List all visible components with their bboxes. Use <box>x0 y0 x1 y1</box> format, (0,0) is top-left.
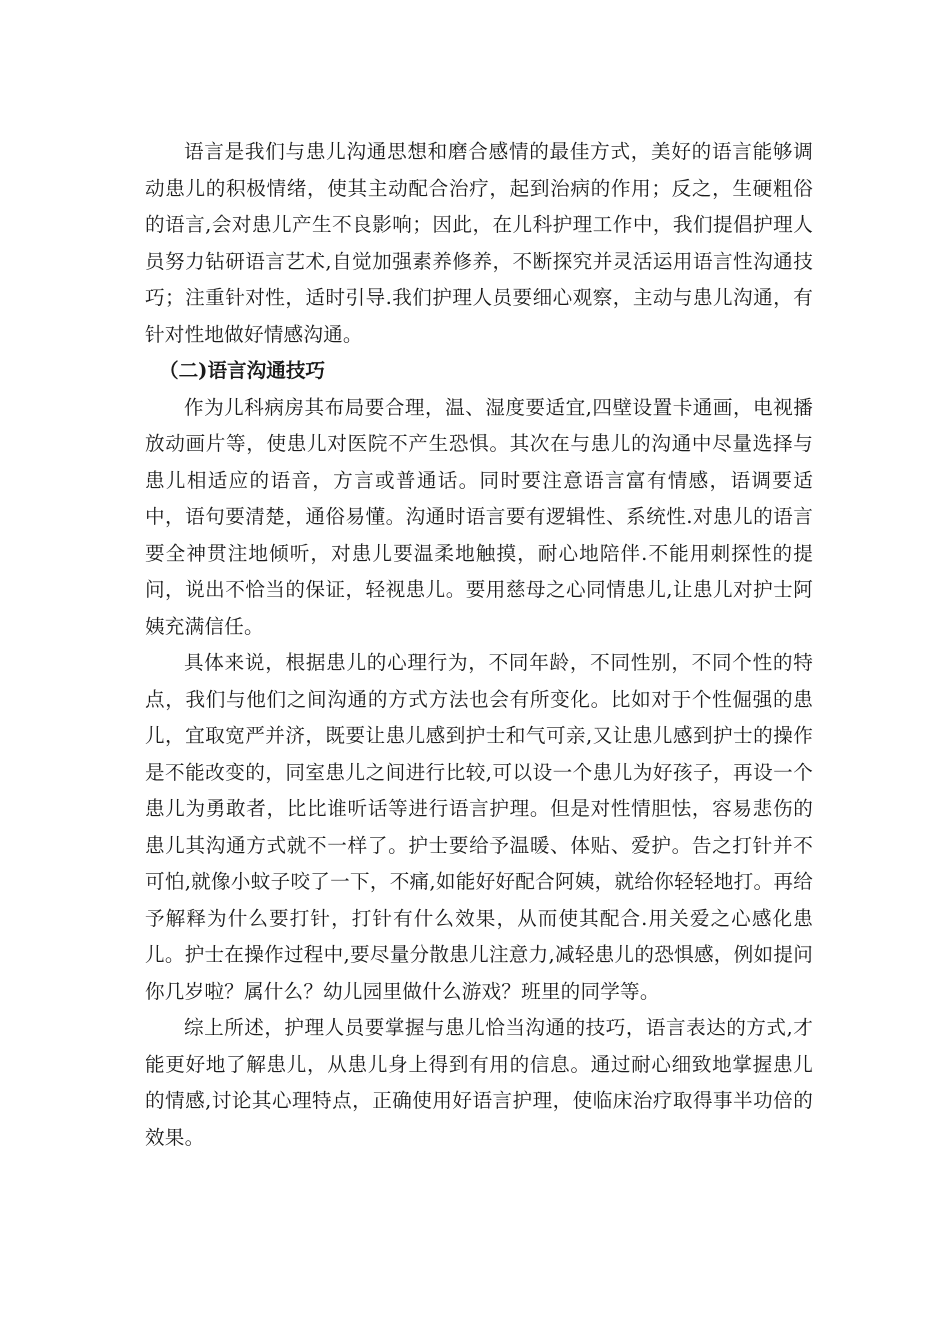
paragraph-4: 综上所述，护理人员要掌握与患儿恰当沟通的技巧，语言表达的方式,才能更好地了解患儿，从患儿身上得到有用的信息。通过耐心细致地掌握患儿的情感,讨论其心理特点，正确使用好语言护理，使临床治疗取得事半功倍的效果。 <box>145 1016 813 1149</box>
paragraph-1: 语言是我们与患儿沟通思想和磨合感情的最佳方式，美好的语言能够调动患儿的积极情绪，使其主动配合治疗，起到治病的作用；反之，生硬粗俗的语言,会对患儿产生不良影响；因此，在儿科护理工作中，我们提倡护理人员努力钻研语言艺术,自觉加强素养修养，不断探究并灵活运用语言性沟通技巧；注重针对性，适时引导.我们护理人员要细心观察，主动与患儿沟通，有针对性地做好情感沟通。 <box>145 140 813 346</box>
document-body <box>145 134 813 1156</box>
paragraph-3: 具体来说，根据患儿的心理行为，不同年龄，不同性别，不同个性的特点，我们与他们之间沟通的方式方法也会有所变化。比如对于个性倔强的患儿，宜取宽严并济，既要让患儿感到护士和气可亲,又让患儿感到护士的操作是不能改变的，同室患儿之间进行比较,可以设一个患儿为好孩子，再设一个患儿为勇敢者，比比谁听话等进行语言护理。但是对性情胆怯，容易悲伤的患儿其沟通方式就不一样了。护士要给予温暖、体贴、爱护。告之打针并不可怕,就像小蚊子咬了一下，不痛,如能好好配合阿姨，就给你轻轻地打。再给予解释为什么要打针，打针有什么效果，从而使其配合.用关爱之心感化患儿。护士在操作过程中,要尽量分散患儿注意力,减轻患儿的恐惧感，例如提问你几岁啦？属什么？幼儿园里做什么游戏？班里的同学等。 <box>145 651 813 1003</box>
section-heading: （二)语言沟通技巧 <box>159 359 326 382</box>
paragraph-2: 作为儿科病房其布局要合理，温、湿度要适宜,四壁设置卡通画，电视播放动画片等，使患儿对医院不产生恐惧。其次在与患儿的沟通中尽量选择与患儿相适应的语音，方言或普通话。同时要注意语言富有情感，语调要适中，语句要清楚，通俗易懂。沟通时语言要有逻辑性、系统性.对患儿的语言要全神贯注地倾听，对患儿要温柔地触摸，耐心地陪伴.不能用刺探性的提问，说出不恰当的保证，轻视患儿。要用慈母之心同情患儿,让患儿对护士阿姨充满信任。 <box>145 395 813 638</box>
